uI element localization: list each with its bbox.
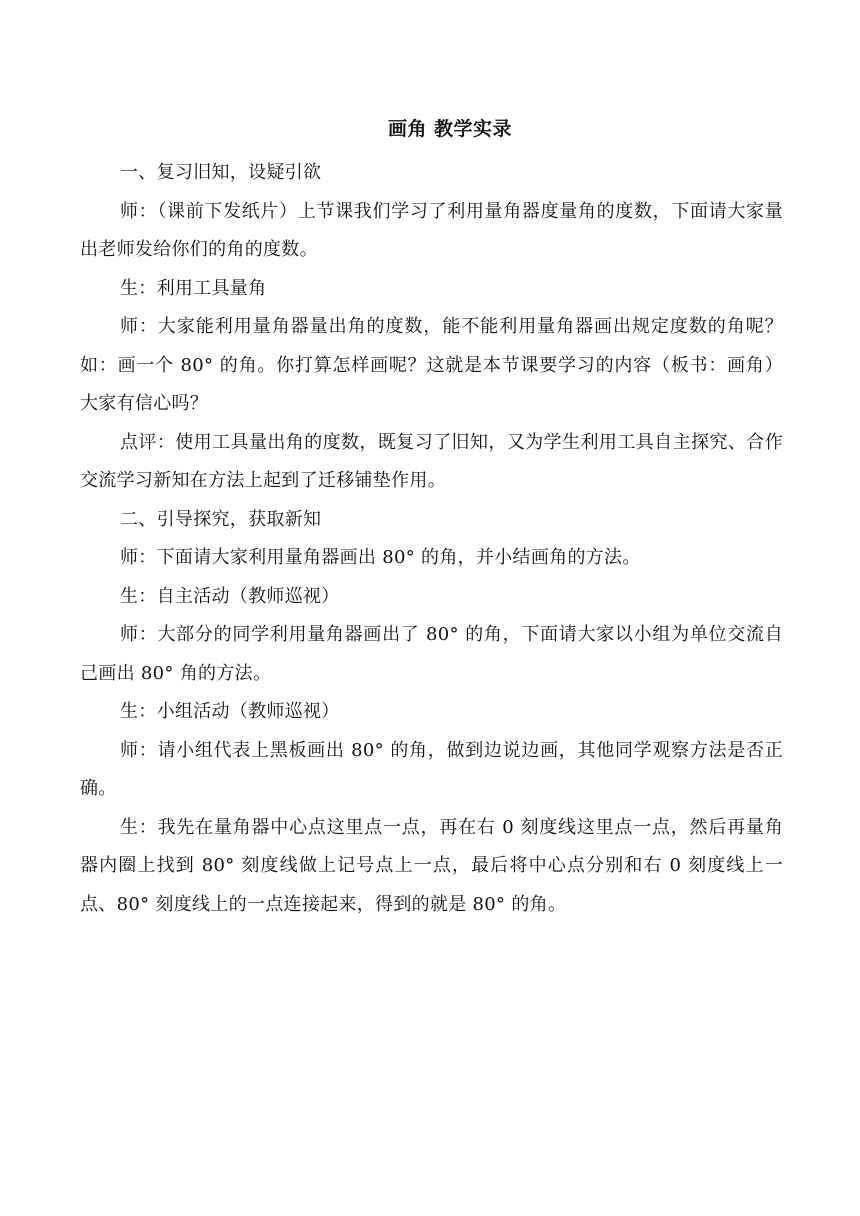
section-heading-explore: 二、引导探究，获取新知 bbox=[120, 508, 322, 530]
document-body bbox=[80, 154, 783, 924]
comment-line: 点评：使用工具量出角的度数，既复习了旧知，又为学生利用工具自主探究、合作交流学习新知在方法上起到了迁移铺垫作用。 bbox=[80, 431, 783, 491]
teacher-line-5: 师：请小组代表上黑板画出 80° 的角，做到边说边画，其他同学观察方法是否正确。 bbox=[80, 739, 783, 799]
student-line-3: 生：小组活动（教师巡视） bbox=[120, 701, 340, 722]
teacher-line-2: 师：大家能利用量角器量出角的度数，能不能利用量角器画出规定度数的角呢？如：画一个 80° 的角。你打算怎样画呢？这就是本节课要学习的内容（板书：画角）大家有信心吗？ bbox=[80, 316, 783, 414]
student-line-4: 生：我先在量角器中心点这里点一点，再在右 0 刻度线这里点一点，然后再量角器内圈上找到 80° 刻度线做上记号点上一点，最后将中心点分别和右 0 刻度线上一点、80° 刻度线上的一点连接起来，得到的就是 80° 的角。 bbox=[80, 816, 783, 915]
teacher-line-4: 师：大部分的同学利用量角器画出了 80° 的角，下面请大家以小组为单位交流自己画出 80° 角的方法。 bbox=[80, 624, 783, 684]
teacher-line-1: 师：（课前下发纸片）上节课我们学习了利用量角器度量角的度数，下面请大家量出老师发给你们的角的度数。 bbox=[80, 200, 783, 260]
teacher-line-3: 师：下面请大家利用量角器画出 80° 的角，并小结画角的方法。 bbox=[120, 547, 641, 568]
document-title: 画角 教学实录 bbox=[387, 118, 513, 140]
student-line-2: 生：自主活动（教师巡视） bbox=[120, 585, 340, 607]
section-heading-review: 一、复习旧知，设疑引欲 bbox=[120, 162, 322, 183]
student-line-1: 生：利用工具量角 bbox=[120, 277, 267, 299]
